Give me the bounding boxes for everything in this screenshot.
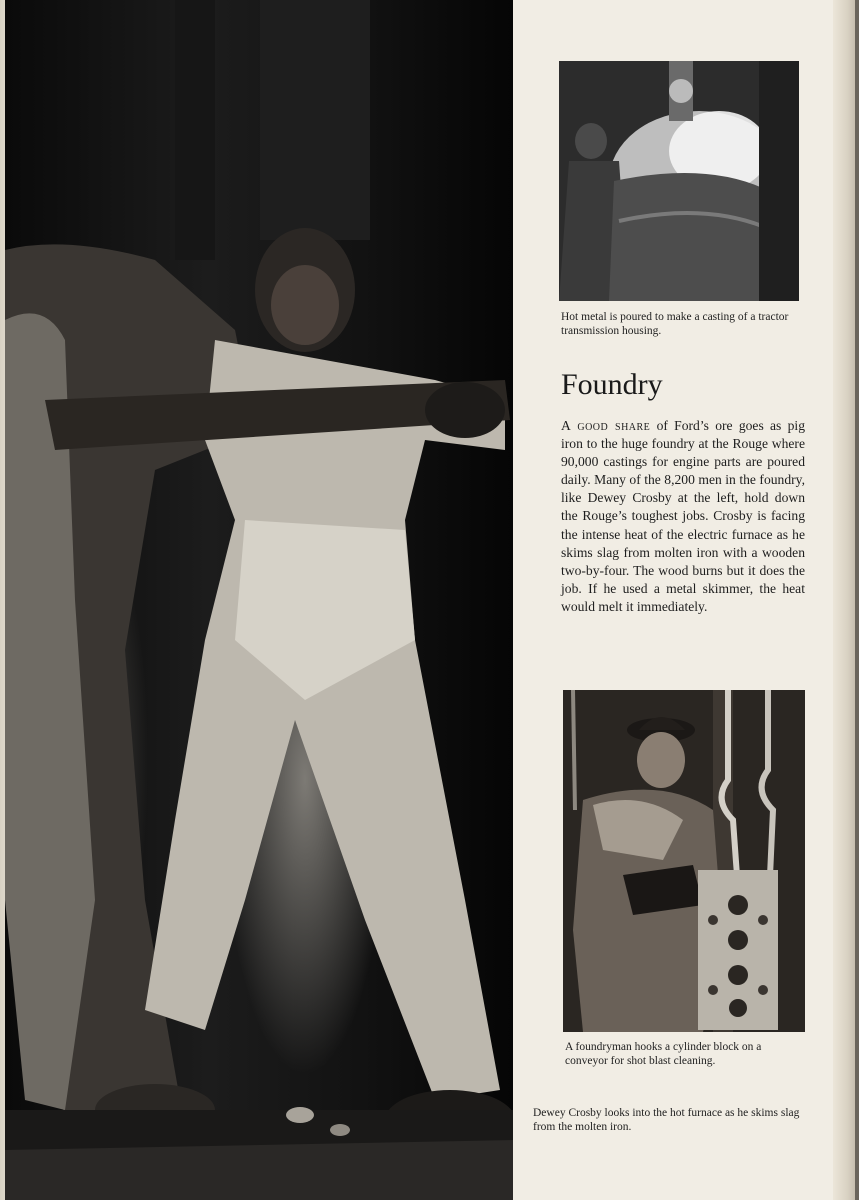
pouring-photo-illustration bbox=[559, 61, 799, 301]
pouring-caption: Hot metal is poured to make a casting of a tractor transmission housing. bbox=[561, 311, 789, 337]
article-body-text: of Ford’s ore goes as pig iron to the huge foundry at the Rouge where 90,000 castings for engine parts are poured daily. Many of the 8,200 men in the foundry, like Dewey Crosby at the left, hold down the Rouge’s toughest jobs. Crosby is facing the intense heat of the electric furnace as he skims slag from molten iron with a wooden two-by-four. The wood burns but it does the job. If he used a metal skimmer, the heat would melt it immediately. bbox=[561, 418, 805, 614]
cylinder-block-illustration bbox=[563, 690, 805, 1032]
cylinder-block-photo bbox=[563, 690, 805, 1032]
hero-photo bbox=[5, 0, 513, 1200]
article-title: Foundry bbox=[561, 368, 663, 401]
article-body bbox=[561, 417, 805, 616]
cylinder-block-caption: A foundryman hooks a cylinder block on a conveyor for shot blast cleaning. bbox=[565, 1041, 762, 1067]
article-lead-in: A good share bbox=[561, 418, 651, 433]
page-edge bbox=[833, 0, 859, 1200]
hero-photo-illustration bbox=[5, 0, 513, 1200]
pouring-photo bbox=[559, 61, 799, 301]
hero-caption: Dewey Crosby looks into the hot furnace as he skims slag from the molten iron. bbox=[533, 1107, 800, 1133]
